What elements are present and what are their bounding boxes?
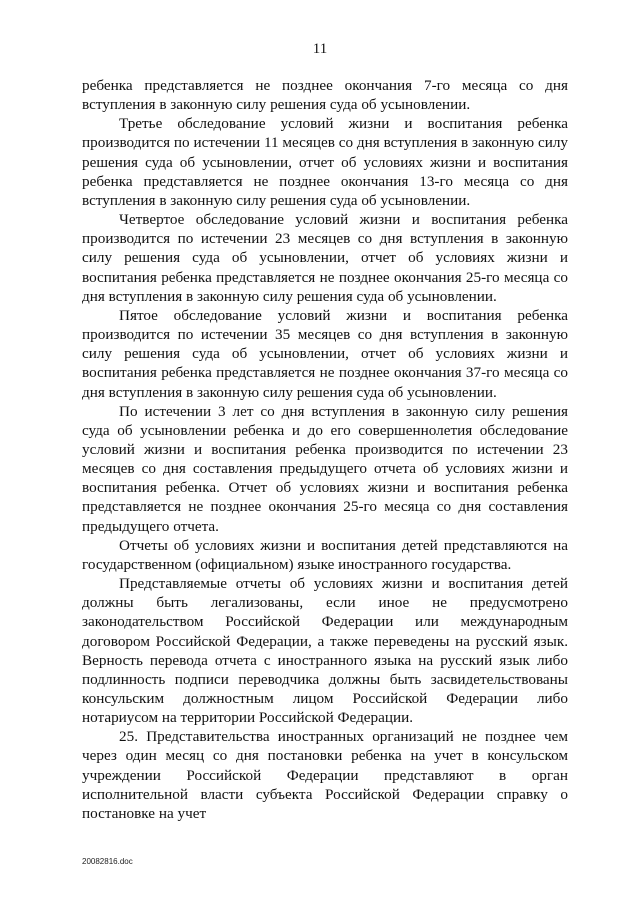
paragraph-third-inspection: Третье обследование условий жизни и воспитания ребенка производится по истечении 11 месяцев со дня вступления в законную силу решения суда об усыновлении, отчет об условиях жизни и воспитания ребенка представляется не позднее окончания 13-го месяца со дня вступления в законную силу решения суда об усыновлении. [82, 115, 568, 209]
paragraph-fourth-inspection: Четвертое обследование условий жизни и воспитания ребенка производится по истечении 23 месяцев со дня вступления в законную силу решения суда об усыновлении, отчет об условиях жизни и воспитания ребенка представляется не позднее окончания 25-го месяца со дня вступления в законную силу решения суда об усыновлении. [82, 211, 568, 305]
footer-filename: 20082816.doc [82, 857, 133, 866]
paragraph-legalization: Представляемые отчеты об условиях жизни и воспитания детей должны быть легализованы, если иное не предусмотрено законодательством Российской Федерации или международным договором Российской Федерации, а также переведены на русский язык. Верность перевода отчета с иностранного языка на русский язык либо подлинность подписи переводчика должны быть засвидетельствованы консульским должностным лицом Российской Федерации либо нотариусом на территории Российской Федерации. [82, 575, 568, 727]
paragraph-fifth-inspection: Пятое обследование условий жизни и воспитания ребенка производится по истечении 35 месяцев со дня вступления в законную силу решения суда об усыновлении, отчет об условиях жизни и воспитания ребенка представляется не позднее окончания 37-го месяца со дня вступления в законную силу решения суда об усыновлении. [82, 306, 568, 401]
page-number: 11 [312, 41, 328, 57]
paragraph-after-three-years: По истечении 3 лет со дня вступления в законную силу решения суда об усыновлении ребенка и до его совершеннолетия обследование условий жизни и воспитания ребенка производится по истечении 23 месяцев со дня составления предыдущего отчета об условиях жизни и воспитания ребенка. Отчет об условиях жизни и воспитания ребенка представляется не позднее окончания 25-го месяца со дня составления предыдущего отчета. [82, 402, 568, 535]
paragraph-item-25: 25. Представительства иностранных организаций не позднее чем через один месяц со дня постановки ребенка на учет в консульском учреждении Российской Федерации представляют в орган исполнительной власти субъекта Российской Федерации справку о постановке на учет [82, 728, 568, 822]
paragraph-continuation: ребенка представляется не позднее окончания 7-го месяца со дня вступления в законную силу решения суда об усыновлении. [82, 77, 568, 114]
paragraph-report-language: Отчеты об условиях жизни и воспитания детей представляются на государственном (официальном) языке иностранного государства. [82, 536, 568, 573]
document-body [82, 76, 568, 823]
